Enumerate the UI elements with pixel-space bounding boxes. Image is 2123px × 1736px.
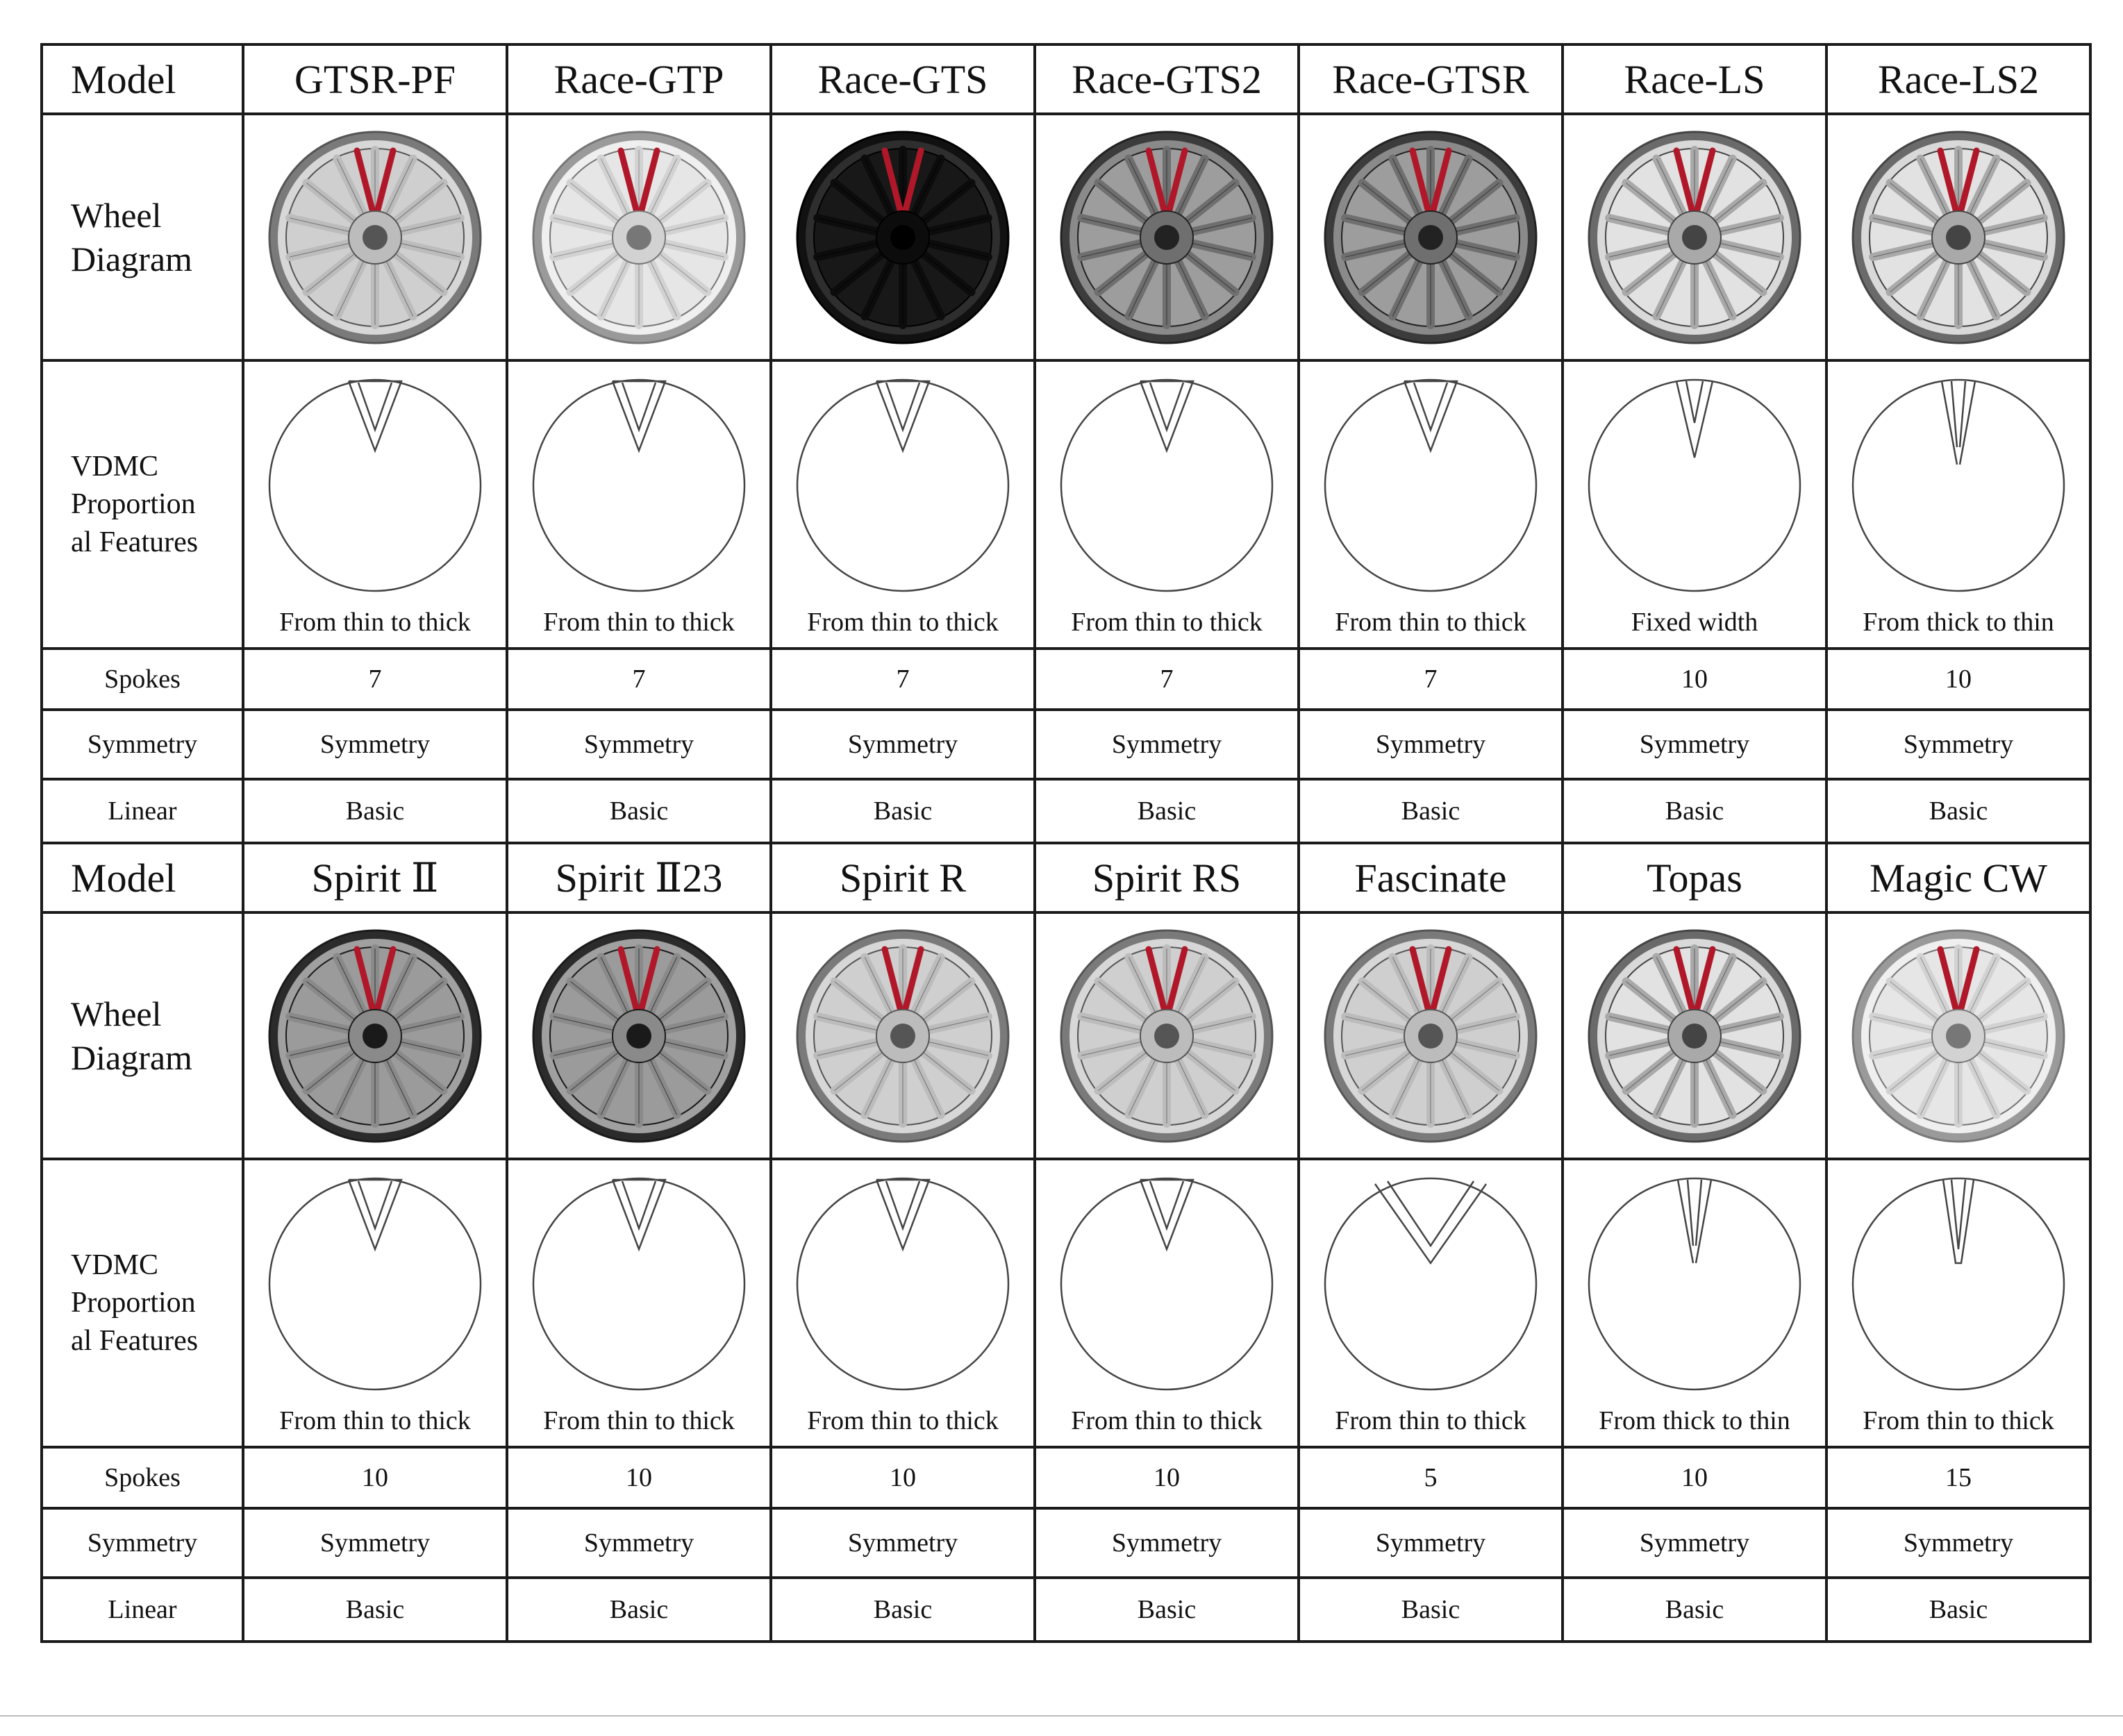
vdmc-feature-text: From thin to thick — [279, 1406, 471, 1435]
wheel-image-cell — [1299, 912, 1563, 1159]
vdmc-diagram — [508, 362, 769, 647]
wheel-image — [264, 925, 486, 1147]
model-name: Spirit Ⅱ — [311, 856, 439, 901]
model-row — [42, 843, 2090, 912]
vdmc-feature-text: From thick to thin — [1599, 1406, 1790, 1435]
wheel-image — [1583, 126, 1806, 349]
vdmc-label-line: Proportion — [71, 488, 196, 521]
symmetry-value: Symmetry — [1299, 710, 1563, 779]
spokes-row — [42, 1447, 2090, 1508]
model-name: Spirit R — [839, 855, 967, 901]
vdmc-spoke-diagram — [792, 1173, 1014, 1395]
linear-value: Basic — [771, 779, 1035, 843]
vdmc-row — [42, 1159, 2090, 1447]
linear-value: Basic — [1299, 1578, 1563, 1642]
vdmc-cell — [1299, 360, 1563, 649]
vdmc-feature-text: From thin to thick — [1335, 1406, 1526, 1435]
linear-value: Basic — [243, 1578, 507, 1642]
vdmc-label — [42, 1159, 243, 1447]
wheel-diagram-label — [42, 114, 243, 360]
spokes-value: 7 — [771, 649, 1035, 710]
wheel-image — [528, 925, 750, 1147]
model-name: Race-LS — [1624, 56, 1765, 102]
vdmc-diagram — [772, 1160, 1033, 1446]
model-name: Spirit RS — [1092, 855, 1242, 901]
vdmc-label-line: VDMC — [71, 1249, 159, 1281]
vdmc-diagram — [1036, 362, 1297, 647]
model-name-cell — [1035, 44, 1299, 114]
vdmc-feature-text: From thin to thick — [543, 608, 735, 637]
symmetry-row — [42, 710, 2090, 779]
vdmc-spoke-diagram — [1847, 374, 2070, 596]
vdmc-diagram — [1300, 362, 1561, 647]
wheel-diagram-label-line: Diagram — [71, 239, 192, 278]
model-name-cell — [507, 843, 771, 912]
wheel-diagram-label-line: Wheel — [71, 994, 162, 1033]
symmetry-value: Symmetry — [771, 1508, 1035, 1578]
wheel-image — [264, 126, 486, 349]
vdmc-diagram — [1564, 362, 1825, 647]
wheel-image-cell — [1826, 114, 2090, 360]
vdmc-spoke-diagram — [1056, 374, 1278, 596]
wheel-image-cell — [1826, 912, 2090, 1159]
spokes-label: Spokes — [42, 649, 243, 710]
model-name-cell — [771, 843, 1035, 912]
vdmc-diagram — [244, 1160, 506, 1446]
wheel-image — [528, 126, 750, 349]
linear-value: Basic — [1035, 779, 1299, 843]
model-name: Spirit Ⅱ23 — [555, 856, 723, 901]
spokes-value: 10 — [1563, 649, 1826, 710]
model-name-cell — [1299, 44, 1563, 114]
vdmc-cell — [1563, 1159, 1826, 1447]
symmetry-value: Symmetry — [243, 710, 507, 779]
symmetry-value: Symmetry — [1826, 1508, 2090, 1578]
linear-value: Basic — [1035, 1578, 1299, 1642]
spokes-row — [42, 649, 2090, 710]
model-row-label: Model — [42, 44, 243, 114]
vdmc-spoke-diagram — [1583, 1173, 1806, 1395]
wheel-image-cell — [1035, 912, 1299, 1159]
wheel-image-cell — [243, 912, 507, 1159]
linear-value: Basic — [1563, 1578, 1826, 1642]
linear-value: Basic — [507, 779, 771, 843]
page-bottom-rule — [0, 1715, 2123, 1717]
wheel-image — [1583, 925, 1806, 1147]
vdmc-spoke-diagram — [528, 1173, 750, 1395]
model-name-cell — [1035, 843, 1299, 912]
vdmc-cell — [771, 360, 1035, 649]
vdmc-row — [42, 360, 2090, 649]
vdmc-spoke-diagram — [792, 374, 1014, 596]
linear-value: Basic — [1563, 779, 1826, 843]
symmetry-value: Symmetry — [1826, 710, 2090, 779]
spokes-value: 10 — [1035, 1447, 1299, 1508]
vdmc-cell — [1035, 1159, 1299, 1447]
vdmc-spoke-diagram — [528, 374, 750, 596]
linear-value: Basic — [507, 1578, 771, 1642]
vdmc-label-line: al Features — [71, 1324, 199, 1357]
symmetry-value: Symmetry — [1035, 1508, 1299, 1578]
model-name-cell — [507, 44, 771, 114]
vdmc-label — [42, 360, 243, 649]
model-name: Race-GTP — [553, 56, 724, 102]
spokes-value: 7 — [1035, 649, 1299, 710]
vdmc-cell — [1826, 360, 2090, 649]
spokes-value: 10 — [243, 1447, 507, 1508]
wheel-image — [1847, 126, 2070, 349]
wheel-diagram-label — [42, 912, 243, 1159]
model-name: Race-GTS — [817, 56, 988, 102]
wheel-diagram-label-line: Diagram — [71, 1037, 192, 1077]
vdmc-diagram — [1036, 1160, 1297, 1446]
vdmc-feature-text: From thin to thick — [807, 608, 999, 637]
wheel-image-cell — [1563, 114, 1826, 360]
wheel-image — [792, 925, 1014, 1147]
wheel-image-cell — [771, 912, 1035, 1159]
symmetry-label: Symmetry — [42, 710, 243, 779]
wheel-spec-sheet — [40, 43, 2089, 1685]
vdmc-feature-text: From thin to thick — [1071, 1406, 1263, 1435]
spokes-value: 7 — [243, 649, 507, 710]
vdmc-feature-text: From thin to thick — [543, 1406, 735, 1435]
spokes-value: 15 — [1826, 1447, 2090, 1508]
model-row — [42, 44, 2090, 114]
vdmc-spoke-diagram — [1319, 1173, 1542, 1395]
symmetry-value: Symmetry — [507, 1508, 771, 1578]
symmetry-row — [42, 1508, 2090, 1578]
vdmc-feature-text: From thin to thick — [279, 608, 471, 637]
linear-label: Linear — [42, 779, 243, 843]
wheel-image-cell — [243, 114, 507, 360]
vdmc-spoke-diagram — [264, 1173, 486, 1395]
vdmc-cell — [507, 360, 771, 649]
linear-label: Linear — [42, 1578, 243, 1642]
vdmc-feature-text: Fixed width — [1631, 608, 1758, 637]
wheel-image-cell — [1563, 912, 1826, 1159]
model-name-cell — [1826, 843, 2090, 912]
vdmc-feature-text: From thin to thick — [1071, 608, 1263, 637]
vdmc-diagram — [1300, 1160, 1561, 1446]
wheel-diagram-row — [42, 114, 2090, 360]
model-name: GTSR-PF — [294, 56, 456, 102]
wheel-image-cell — [771, 114, 1035, 360]
linear-value: Basic — [1826, 1578, 2090, 1642]
vdmc-spoke-diagram — [1056, 1173, 1278, 1395]
model-name-cell — [1299, 843, 1563, 912]
vdmc-feature-text: From thin to thick — [1335, 608, 1526, 637]
spokes-value: 10 — [771, 1447, 1035, 1508]
vdmc-feature-text: From thin to thick — [807, 1406, 999, 1435]
wheel-diagram-label-line: Wheel — [71, 196, 162, 235]
linear-value: Basic — [771, 1578, 1035, 1642]
vdmc-feature-text: From thick to thin — [1863, 608, 2054, 637]
wheel-diagram-row — [42, 912, 2090, 1159]
vdmc-diagram — [508, 1160, 769, 1446]
vdmc-diagram — [244, 362, 506, 647]
wheel-image — [1847, 925, 2070, 1147]
linear-value: Basic — [243, 779, 507, 843]
symmetry-value: Symmetry — [507, 710, 771, 779]
vdmc-cell — [243, 360, 507, 649]
vdmc-spoke-diagram — [1319, 374, 1542, 596]
spokes-value: 10 — [1826, 649, 2090, 710]
vdmc-label-line: al Features — [71, 526, 199, 558]
spokes-value: 5 — [1299, 1447, 1563, 1508]
vdmc-cell — [1563, 360, 1826, 649]
model-name-cell — [243, 44, 507, 114]
spokes-value: 7 — [507, 649, 771, 710]
vdmc-cell — [771, 1159, 1035, 1447]
vdmc-label-line: Proportion — [71, 1287, 196, 1319]
vdmc-diagram — [1564, 1160, 1825, 1446]
wheel-image — [1319, 925, 1542, 1147]
model-name: Race-GTS2 — [1072, 56, 1262, 102]
symmetry-value: Symmetry — [771, 710, 1035, 779]
wheel-image — [792, 126, 1014, 349]
wheel-image — [1319, 126, 1542, 349]
model-name-cell — [1563, 44, 1826, 114]
spokes-value: 10 — [507, 1447, 771, 1508]
vdmc-label-line: VDMC — [71, 450, 159, 483]
linear-value: Basic — [1299, 779, 1563, 843]
wheel-image-cell — [1035, 114, 1299, 360]
model-name: Magic CW — [1869, 855, 2048, 901]
vdmc-feature-text: From thin to thick — [1863, 1406, 2054, 1435]
vdmc-diagram — [772, 362, 1033, 647]
wheel-spec-table — [40, 43, 2092, 1643]
model-name-cell — [1826, 44, 2090, 114]
model-name-cell — [243, 843, 507, 912]
model-name: Race-GTSR — [1332, 56, 1529, 102]
linear-row — [42, 779, 2090, 843]
vdmc-cell — [1299, 1159, 1563, 1447]
spokes-value: 7 — [1299, 649, 1563, 710]
vdmc-cell — [1035, 360, 1299, 649]
vdmc-spoke-diagram — [1847, 1173, 2070, 1395]
vdmc-cell — [1826, 1159, 2090, 1447]
symmetry-label: Symmetry — [42, 1508, 243, 1578]
vdmc-spoke-diagram — [264, 374, 486, 596]
symmetry-value: Symmetry — [1563, 710, 1826, 779]
wheel-image — [1056, 925, 1278, 1147]
vdmc-diagram — [1828, 1160, 2089, 1446]
vdmc-cell — [243, 1159, 507, 1447]
vdmc-cell — [507, 1159, 771, 1447]
model-name: Race-LS2 — [1878, 56, 2039, 102]
model-row-label: Model — [42, 843, 243, 912]
symmetry-value: Symmetry — [243, 1508, 507, 1578]
vdmc-spoke-diagram — [1583, 374, 1806, 596]
wheel-image-cell — [507, 114, 771, 360]
spokes-value: 10 — [1563, 1447, 1826, 1508]
linear-row — [42, 1578, 2090, 1642]
wheel-image — [1056, 126, 1278, 349]
spokes-label: Spokes — [42, 1447, 243, 1508]
symmetry-value: Symmetry — [1563, 1508, 1826, 1578]
wheel-image-cell — [507, 912, 771, 1159]
model-name: Fascinate — [1354, 855, 1507, 901]
model-name-cell — [771, 44, 1035, 114]
vdmc-diagram — [1828, 362, 2089, 647]
wheel-image-cell — [1299, 114, 1563, 360]
linear-value: Basic — [1826, 779, 2090, 843]
symmetry-value: Symmetry — [1299, 1508, 1563, 1578]
model-name-cell — [1563, 843, 1826, 912]
model-name: Topas — [1647, 855, 1742, 901]
symmetry-value: Symmetry — [1035, 710, 1299, 779]
